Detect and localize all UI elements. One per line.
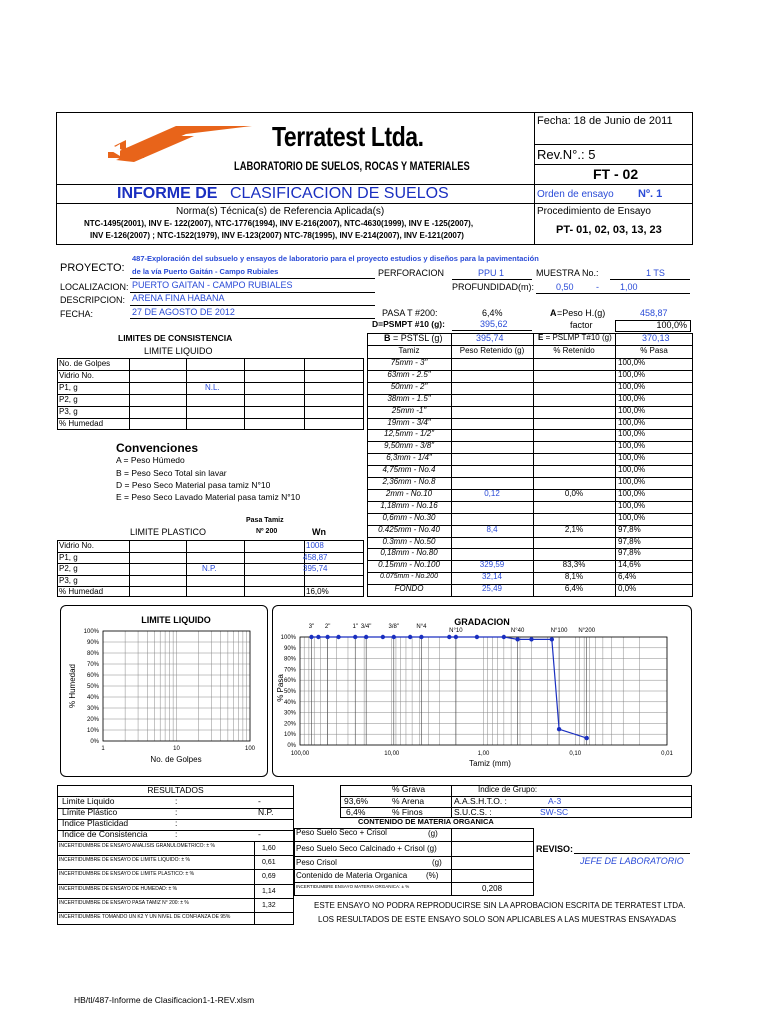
sieve-pasa: 100,0%: [618, 358, 646, 367]
result-label: Límite Plástico: [62, 807, 118, 817]
grava-label: % Grava: [392, 784, 426, 794]
uncertainty-value: 0,61: [262, 859, 276, 867]
e-text: = PSLMP T#10 (g): [543, 333, 612, 342]
uncertainty-label: INCERTIDUMBRE DE ENSAYO DE LIMITE LIQUIDO: ± %: [59, 857, 190, 864]
grad-sieve-label: 3": [308, 624, 315, 630]
sieve-tamiz: 0,18mm - No.80: [380, 548, 438, 558]
sieve-tamiz: 9,50mm - 3/8": [384, 441, 434, 451]
ll-y-tick: 30%: [86, 706, 99, 712]
grad-data-point: [316, 635, 320, 639]
lp-humedad-value: 16,0%: [306, 587, 329, 596]
grad-data-point: [529, 637, 533, 641]
ll-row-p1: P1, g: [59, 383, 78, 392]
sieve-pasa: 100,0%: [618, 465, 646, 475]
conv-d: D = Peso Seco Material pasa tamiz N°10: [116, 480, 271, 490]
sieve-peso: 32,14: [481, 572, 503, 582]
ll-row-humedad: % Humedad: [59, 419, 104, 428]
grad-data-point: [475, 635, 479, 639]
perforacion-value: PPU 1: [478, 268, 505, 278]
limites-title: LIMITES DE CONSISTENCIA: [118, 333, 233, 343]
grad-sieve-label: 3/4": [360, 624, 372, 630]
sieve-tamiz: 19mm - 3/4": [387, 417, 431, 427]
grad-sieve-label: N°200: [578, 628, 596, 634]
organic-u1: (g): [428, 829, 438, 838]
grad-y-tick: 30%: [283, 710, 296, 717]
b-label: B: [384, 333, 391, 343]
sieve-retenido: 83,3%: [562, 560, 586, 570]
grad-data-point: [408, 635, 412, 639]
sieve-tamiz: 2,36mm - No.8: [382, 477, 436, 486]
organic-r1: Peso Suelo Seco + Crisol: [296, 828, 387, 837]
ll-y-tick: 80%: [86, 651, 99, 657]
grad-sieve-label: 3/8": [388, 624, 400, 630]
lp-v1: 1008: [306, 541, 324, 550]
form-code: FT - 02: [593, 166, 639, 182]
sieve-tamiz: 50mm - 2": [390, 381, 428, 391]
result-value: -: [258, 829, 261, 839]
organic-r5: INCERTIDUMBRE ENSAYO MATERIA ORGANICA: ± %: [296, 884, 410, 889]
muestra-value: 1 TS: [646, 268, 665, 278]
norms-line-1: NTC-1495(2001), INV E- 122(2007), NTC-1776(1994), INV E-216(2007), NTC-4630(1999), INV E -125(2007),: [84, 219, 474, 228]
grad-x-tick: 1,00: [477, 751, 490, 757]
grad-y-tick: 80%: [283, 656, 296, 663]
result-label: Indice Plasticidad: [62, 818, 129, 828]
aashto-value: A-3: [548, 796, 562, 806]
lp-row-p3: P3, g: [59, 576, 78, 585]
result-colon: :: [175, 807, 178, 817]
sieve-tamiz: 4,75mm - No.4: [382, 465, 436, 475]
muestra-label: MUESTRA No.:: [536, 268, 599, 278]
ll-y-tick: 100%: [83, 629, 99, 635]
grad-y-tick: 40%: [283, 699, 296, 706]
uncertainty-value: 0,69: [262, 873, 276, 881]
grad-data-point: [454, 635, 458, 639]
a-text: =Peso H.(g): [557, 308, 606, 318]
grad-data-point: [502, 635, 506, 639]
lp-row-p2: P2, g: [59, 564, 78, 573]
ll-y-tick: 20%: [86, 717, 99, 723]
grad-sieve-label: N°10: [449, 628, 463, 634]
lp-row-p1: P1, g: [59, 553, 78, 562]
sieve-tamiz: 0,6mm - No.30: [382, 512, 436, 522]
grad-chart-title: GRADACION: [454, 617, 510, 627]
sieve-pasa: 100,0%: [618, 405, 646, 415]
sieve-retenido: 8,1%: [564, 572, 584, 582]
sieve-tamiz: 38mm - 1.5": [387, 393, 431, 403]
reviso-role: JEFE DE LABORATORIO: [580, 856, 684, 866]
descripcion-label: DESCRIPCION:: [60, 295, 126, 305]
grad-data-point: [336, 635, 340, 639]
uncertainty-label: INCERTIDUMBRE DE ENSAYO DE LIMITE PLASTICO: ± %: [59, 871, 195, 878]
orden-number: Nº. 1: [638, 188, 663, 200]
ll-y-tick: 50%: [86, 684, 99, 690]
profundidad-label: PROFUNDIDAD(m):: [452, 282, 534, 292]
sieve-h-tamiz: Tamiz: [398, 346, 420, 355]
lp-n200: Nº 200: [256, 528, 278, 535]
sieve-h-pasa: % Pasa: [640, 346, 668, 355]
organic-r3: Peso Crisol: [296, 858, 337, 867]
grad-sieve-label: 1": [352, 624, 358, 630]
sieve-peso: 0,12: [484, 488, 500, 498]
ll-row-golpes: No. de Golpes: [59, 359, 111, 368]
sieve-tamiz: 63mm - 2.5": [387, 369, 431, 379]
grad-data-point: [325, 635, 329, 639]
grad-x-tick: 0,10: [569, 751, 582, 757]
ll-x-tick: 1: [101, 746, 105, 752]
project-desc-2: de la vía Puerto Gaitán - Campo Rubiales: [132, 267, 279, 276]
sieve-tamiz: 0.3mm - No.50: [382, 536, 436, 546]
sieve-pasa: 100,0%: [618, 441, 646, 451]
sieve-tamiz: FONDO: [394, 584, 424, 594]
sieve-tamiz: 0.075mm - No.200: [380, 573, 438, 581]
grad-data-point: [364, 635, 368, 639]
lp-v2: 458,87: [303, 553, 328, 562]
sieve-peso: 25,49: [481, 584, 503, 594]
profundidad-sep: -: [596, 282, 599, 292]
ll-x-tick: 10: [173, 746, 180, 752]
arena-value: 93,6%: [344, 796, 369, 806]
lp-wn: Wn: [312, 527, 326, 537]
sieve-pasa: 97,8%: [618, 548, 641, 558]
result-value: -: [258, 796, 261, 806]
grupo-label: Indice de Grupo:: [478, 785, 538, 794]
conv-b: B = Peso Seco Total sin lavar: [116, 468, 227, 478]
grad-data-point: [309, 635, 313, 639]
grad-sieve-label: 2": [324, 624, 331, 630]
grad-y-tick: 70%: [283, 667, 296, 674]
lp-pasa-tamiz: Pasa Tamiz: [246, 517, 284, 524]
ll-y-tick: 40%: [86, 695, 99, 701]
report-title-b: CLASIFICACION DE SUELOS: [230, 185, 449, 202]
b-text: = PSTSL (g): [390, 333, 443, 343]
conv-e: E = Peso Seco Lavado Material pasa tamiz N°10: [116, 492, 301, 502]
sucs-value: SW-SC: [540, 807, 569, 817]
organic-title: CONTENIDO DE MATERIA ORGANICA: [358, 817, 494, 826]
result-colon: :: [175, 796, 178, 806]
profundidad-from: 0,50: [556, 282, 574, 292]
grad-data-point: [353, 635, 357, 639]
ll-y-tick: 10%: [86, 728, 99, 734]
grad-x-tick: 10,00: [384, 751, 400, 757]
sieve-peso: 329,59: [479, 560, 505, 570]
sieve-pasa: 100,0%: [618, 488, 646, 498]
sieve-pasa: 100,0%: [618, 453, 646, 463]
ll-y-tick: 90%: [86, 640, 99, 646]
aashto-label: A.A.S.H.T.O. :: [454, 796, 507, 806]
sieve-pasa: 97,8%: [618, 536, 641, 546]
grad-data-point: [557, 727, 561, 731]
sieve-tamiz: 2mm - No.10: [385, 488, 433, 498]
lp-row-humedad: % Humedad: [59, 587, 104, 596]
sieve-peso: 8,4: [486, 524, 498, 534]
lab-name: LABORATORIO DE SUELOS, ROCAS Y MATERIALES: [234, 159, 470, 173]
grad-y-tick: 50%: [283, 689, 296, 695]
grad-y-tick: 20%: [283, 721, 296, 728]
uncertainty-label: INCERTIDUMBRE DE ENSAYO ANALISIS GRANULOMETRICO: ± %: [59, 843, 215, 849]
sieve-pasa: 100,0%: [618, 500, 646, 510]
sieve-tamiz: 0.425mm - No.40: [378, 524, 440, 534]
sieve-h-peso: Peso Retenido (g): [459, 346, 525, 355]
uncertainty-label: INCERTIDUMBRE DE ENSAYO DE HUMEDAD: ± %: [59, 885, 178, 892]
sieve-pasa: 100,0%: [618, 429, 646, 439]
ll-x-tick: 100: [244, 746, 256, 752]
ll-y-label: % Humedad: [68, 663, 77, 709]
sieve-pasa: 100,0%: [618, 512, 646, 522]
grad-series-line: [311, 637, 586, 738]
ll-row-p2: P2, g: [59, 395, 78, 404]
b-value: 395,74: [476, 333, 504, 343]
footer-note-2: LOS RESULTADOS DE ESTE ENSAYO SOLO SON APLICABLES A LAS MUESTRAS ENSAYADAS: [318, 915, 677, 924]
arena-label: % Arena: [392, 796, 425, 806]
footer-note-1: ESTE ENSAYO NO PODRA REPRODUCIRSE SIN LA APROBACION ESCRITA DE TERRATEST LTDA.: [314, 901, 686, 910]
a-value: 458,87: [640, 308, 668, 318]
grad-data-point: [381, 635, 385, 639]
lp-np-value: N.P.: [202, 564, 217, 573]
grad-y-tick: 60%: [283, 678, 296, 685]
lp-v3: 395,74: [303, 564, 328, 573]
d-label: D=PSMPT #10 (g):: [372, 319, 445, 329]
grad-y-tick: 90%: [283, 645, 296, 652]
sieve-pasa: 100,0%: [618, 381, 646, 391]
grad-sieve-label: N°100: [550, 628, 568, 634]
uncertainty-label: INCERTIDUMBRE TOMANDO UN K2 Y UN NIVEL DE CONFIANZA DE 95%: [59, 914, 231, 920]
organic-r2: Peso Suelo Seco Calcinado + Crisol (g): [296, 844, 437, 853]
a-label: A: [550, 308, 557, 318]
project-desc-1: 487-Exploración del subsuelo y ensayos de laboratorio para el proyecto estudios y diseños para la pavimentación: [132, 254, 539, 263]
grad-data-point: [550, 637, 554, 641]
organic-v5: 0,208: [482, 884, 503, 893]
result-label: Limite Liquido: [62, 796, 115, 806]
ll-nl-value: N.L.: [205, 383, 220, 392]
grad-data-point: [419, 635, 423, 639]
e-value: 370,13: [642, 333, 670, 343]
grad-x-tick: 0,01: [661, 751, 673, 757]
sieve-h-retenido: % Retenido: [553, 346, 595, 355]
d-value: 395,62: [480, 319, 508, 329]
sieve-tamiz: 6,3mm - 1/4": [386, 453, 432, 463]
sucs-label: S.U.C.S. :: [454, 807, 492, 817]
report-title-a: INFORME DE: [117, 185, 218, 202]
sieve-tamiz: 75mm - 3": [390, 358, 428, 367]
lp-title: LIMITE PLASTICO: [130, 527, 207, 537]
ll-row-vidrio: Vidrio No.: [59, 371, 94, 380]
sieve-pasa: 6,4%: [618, 572, 637, 582]
sieve-pasa: 97,8%: [618, 524, 641, 534]
sieve-pasa: 100,0%: [618, 477, 646, 486]
ll-chart-title: LIMITE LIQUIDO: [141, 615, 211, 625]
grad-data-point: [515, 637, 519, 641]
sieve-retenido: 6,4%: [564, 584, 584, 594]
result-label: Indice de Consistencia: [62, 829, 148, 839]
sieve-tamiz: 1,18mm - No.16: [380, 500, 438, 510]
norms-label: Norma(s) Técnica(s) de Referencia Aplicada(s): [176, 206, 385, 217]
e-label: E: [538, 333, 544, 342]
profundidad-to: 1,00: [620, 282, 638, 292]
ll-row-p3: P3, g: [59, 407, 78, 416]
ll-y-tick: 70%: [86, 662, 99, 668]
localizacion-label: LOCALIZACION:: [60, 282, 129, 292]
grad-y-label: % Pasa: [276, 674, 285, 702]
grad-sieve-label: N°4: [416, 624, 427, 630]
grad-x-label: Tamiz (mm): [469, 759, 511, 768]
sieve-pasa: 14,6%: [618, 560, 641, 570]
conv-a: A = Peso Húmedo: [116, 455, 185, 465]
grad-sieve-label: N°40: [510, 628, 525, 634]
result-value: N.P.: [258, 807, 274, 817]
ll-y-tick: 0%: [90, 739, 99, 745]
sieve-tamiz: 25mm -1": [391, 405, 427, 415]
grad-data-point: [392, 635, 396, 639]
norms-line-2: INV E-126(2007) ; NTC-1522(1979), INV E-123(2007) NTC-78(1995), INV E-214(2007), INV E-121(2007): [90, 231, 464, 240]
sieve-retenido: 2,1%: [564, 524, 584, 534]
file-name: HB/tl/487-Informe de Clasificacion1-1-REV.xlsm: [74, 995, 255, 1005]
lp-row-vidrio: Vidrio No.: [59, 541, 94, 550]
project-label: PROYECTO:: [60, 262, 125, 274]
finos-label: % Finos: [392, 807, 423, 817]
uncertainty-label: INCERTIDUMBRE DE ENSAYO PASA TAMIZ N° 200: ± %: [59, 899, 189, 906]
grad-y-tick: 0%: [287, 743, 296, 749]
grad-data-point: [447, 635, 451, 639]
company-name: Terratest Ltda.: [272, 121, 424, 152]
perforacion-label: PERFORACION: [378, 268, 445, 278]
uncertainty-value: 1,14: [262, 887, 276, 895]
uncertainty-value: 1,32: [262, 901, 276, 909]
results-title: RESULTADOS: [147, 785, 204, 795]
organic-u3: (g): [432, 858, 442, 867]
reviso-label: REVISO:: [536, 844, 574, 854]
procedure-codes: PT- 01, 02, 03, 13, 23: [556, 224, 662, 236]
pasa-200-value: 6,4%: [482, 308, 503, 318]
pasa-200-label: PASA T #200:: [382, 308, 438, 318]
fecha-label: Fecha: 18 de Junio de 2011: [537, 115, 673, 127]
organic-u4: (%): [426, 871, 439, 880]
fecha-project-label: FECHA:: [60, 309, 94, 319]
sieve-tamiz: 0.15mm - No.100: [378, 560, 440, 570]
factor-label: factor: [570, 320, 593, 330]
rev-label: Rev.N°.: 5: [537, 147, 596, 162]
factor-value: 100,0%: [656, 320, 687, 330]
result-colon: :: [175, 829, 178, 839]
ll-x-label: No. de Golpes: [150, 755, 202, 764]
localizacion-value: PUERTO GAITAN - CAMPO RUBIALES: [132, 280, 293, 290]
limite-liquido-title: LIMITE LIQUIDO: [144, 346, 213, 356]
grad-x-tick: 100,00: [290, 751, 310, 757]
sieve-pasa: 100,0%: [618, 417, 646, 427]
orden-label: Orden de ensayo: [537, 189, 614, 200]
grad-y-tick: 10%: [283, 732, 296, 739]
ll-y-tick: 60%: [86, 673, 99, 679]
uncertainty-value: 1,60: [262, 845, 276, 852]
sieve-pasa: 100,0%: [618, 393, 646, 403]
fecha-project-value: 27 DE AGOSTO DE 2012: [132, 307, 235, 317]
organic-r4: Contenido de Materia Organica: [296, 871, 408, 880]
sieve-pasa: 100,0%: [618, 369, 646, 379]
sieve-pasa: 0,0%: [618, 584, 637, 594]
sieve-retenido: 0,0%: [564, 488, 584, 498]
descripcion-value: ARENA FINA HABANA: [132, 293, 225, 303]
finos-value: 6,4%: [346, 807, 366, 817]
convenciones-title: Convenciones: [116, 441, 199, 455]
grad-data-point: [585, 736, 589, 740]
sieve-tamiz: 12,5mm - 1/2": [384, 429, 434, 439]
proc-label: Procedimiento de Ensayo: [537, 206, 651, 217]
grad-y-tick: 100%: [280, 635, 296, 641]
result-colon: :: [175, 818, 178, 828]
